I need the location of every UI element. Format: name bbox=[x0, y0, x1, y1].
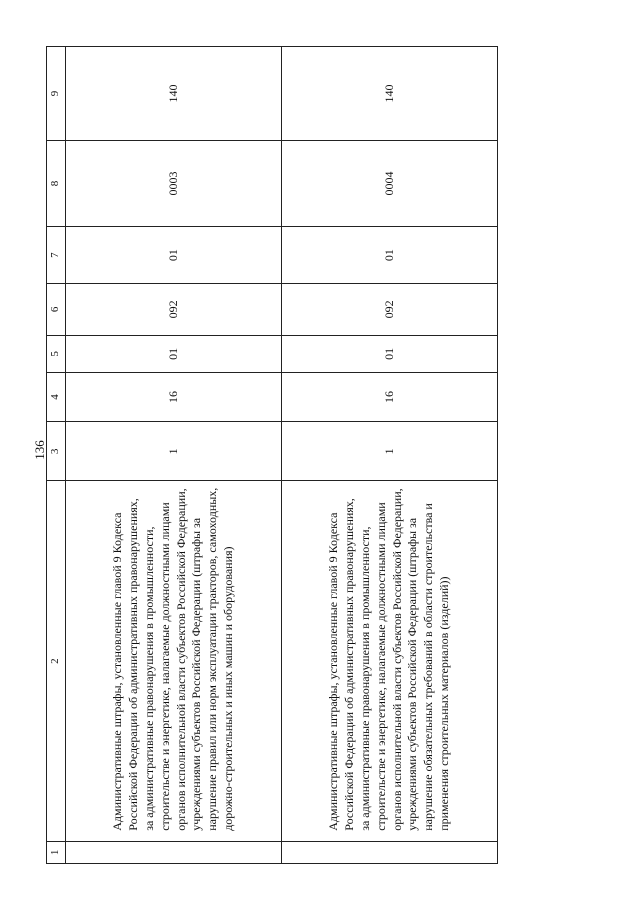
table-cell-col3: 1 bbox=[66, 422, 282, 481]
table-cell-col4: 16 bbox=[282, 372, 498, 421]
table-cell-description: Административные штрафы, установленные главой 9 Кодекса Российской Федерации об административных правонарушениях, за административные правонарушения в промышленности, строительстве и энергетике, налагаемые должностными лицами органов исполнительной власти субъектов Российской Федерации, учреждениями субъектов Российской Федерации (штрафы за нарушение обязательных требований в области строительства и применения строительных материалов (изделий)) bbox=[282, 481, 498, 841]
rotated-table-wrapper bbox=[46, 46, 498, 864]
column-number-header: 8 bbox=[47, 140, 66, 226]
table-cell-col6: 092 bbox=[66, 284, 282, 336]
table-cell-col8: 0004 bbox=[282, 140, 498, 226]
column-number-header: 1 bbox=[47, 841, 66, 863]
column-number-header: 3 bbox=[47, 422, 66, 481]
column-number-header: 7 bbox=[47, 227, 66, 284]
table-cell-col3: 1 bbox=[282, 422, 498, 481]
table-cell-col6: 092 bbox=[282, 284, 498, 336]
column-number-header: 5 bbox=[47, 335, 66, 372]
table-cell-col9: 140 bbox=[282, 47, 498, 141]
page-number: 136 bbox=[32, 440, 47, 460]
table-cell-col5: 01 bbox=[282, 335, 498, 372]
table-cell-col8: 0003 bbox=[66, 140, 282, 226]
column-number-header: 9 bbox=[47, 47, 66, 141]
table-cell-col7: 01 bbox=[282, 227, 498, 284]
column-number-header-row bbox=[47, 47, 66, 864]
table-cell-col4: 16 bbox=[66, 372, 282, 421]
budget-codes-table bbox=[46, 46, 498, 864]
table-cell-description: Административные штрафы, установленные главой 9 Кодекса Российской Федерации об административных правонарушениях, за административные правонарушения в промышленности, строительстве и энергетике, налагаемые должностными лицами органов исполнительной власти субъектов Российской Федерации, учреждениями субъектов Российской Федерации (штрафы за нарушение правил или норм эксплуатации тракторов, самоходных, дорожно-строительных и иных машин и оборудования) bbox=[66, 481, 282, 841]
table-cell-col5: 01 bbox=[66, 335, 282, 372]
column-number-header: 6 bbox=[47, 284, 66, 336]
column-number-header: 4 bbox=[47, 372, 66, 421]
table-cell-col1 bbox=[282, 841, 498, 863]
table-cell-col7: 01 bbox=[66, 227, 282, 284]
table-cell-col9: 140 bbox=[66, 47, 282, 141]
column-number-header: 2 bbox=[47, 481, 66, 841]
table-row bbox=[282, 47, 498, 864]
table-cell-col1 bbox=[66, 841, 282, 863]
table-row bbox=[66, 47, 282, 864]
